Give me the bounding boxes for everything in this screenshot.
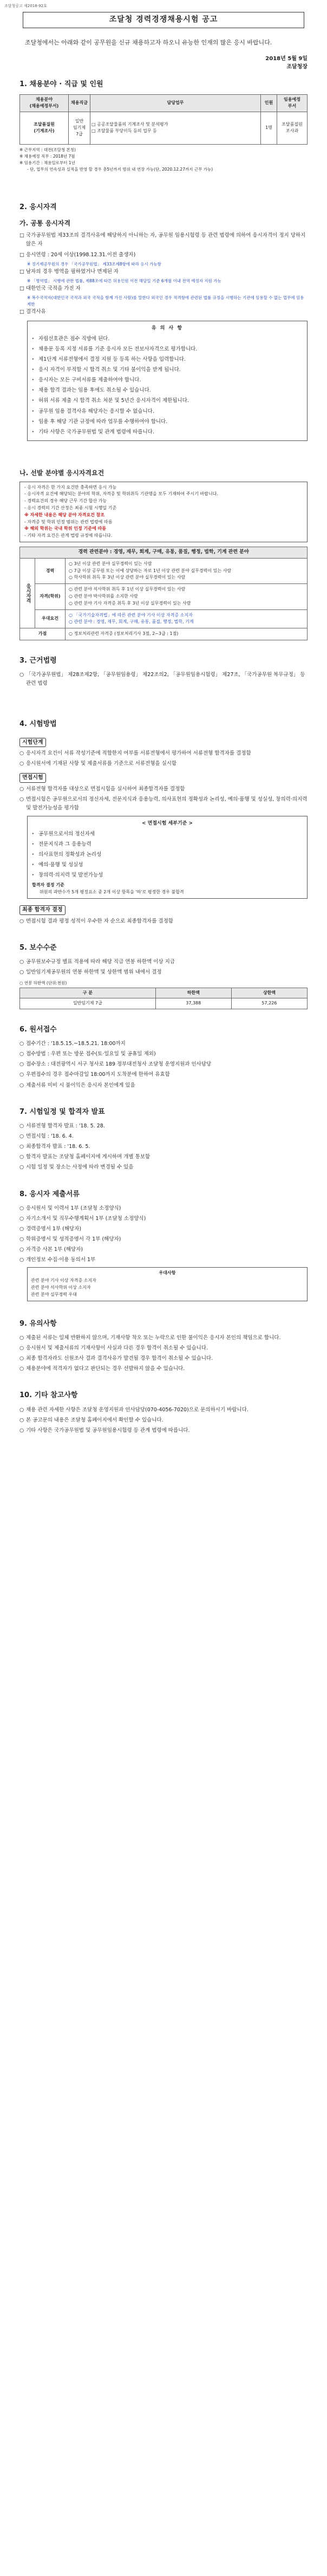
section-3-title: 3. 근거법령: [19, 657, 57, 665]
col-header: 인원: [261, 94, 277, 112]
s1-note: ※ 채용예정 직무 : 2018년 7월: [19, 153, 75, 159]
caution-item: · 채용 합격 결과는 임용 후에도 취소될 수 있습니다.: [32, 386, 303, 395]
qual-row: [35, 584, 307, 609]
col-header: 담당업무: [90, 94, 261, 112]
method-item: ○ 면접시험 결과 평정 성적이 우수한 자 순으로 최종합격자를 결정함: [19, 917, 308, 926]
schedule-item: ○ 합격자 발표는 조달청 홈페이지에 게시하며 개별 통보함: [19, 1153, 308, 1162]
qual-footer-key: 가점: [20, 628, 66, 640]
req-note: - 경력요건의 경우 해당 근무 기간 합산 가능: [24, 498, 107, 504]
section-2b-title: 나. 선발 분야별 응시자격요건: [19, 469, 104, 477]
caution-item: · 임용 후 해당 기관 규정에 따라 업무를 수행하여야 합니다.: [32, 418, 303, 426]
qual-item: □ 남자의 경우 병역을 필하였거나 면제된 자: [19, 268, 308, 276]
qual-label: 응시자격: [20, 559, 35, 628]
eval-note: 위원의 과반수가 5개 평정요소 중 2개 이상 항목을 '하'로 평정한 경우 불합격: [40, 890, 184, 895]
doc-item: ○ 개인정보 수집·이용 동의서 1부: [19, 1256, 308, 1264]
req-note: - 응시 자격은 한 가지 요건만 충족하면 응시 가능: [24, 484, 117, 490]
recruit-table: [19, 94, 308, 145]
preference-box: [27, 1267, 308, 1301]
etc-item: ○ 기타 사항은 국가공무원법 및 공무원임용시험령 등 관계 법령에 따릅니다.: [19, 1426, 308, 1435]
caution-item: · 기타 사항은 국가공무원법 및 관계 법령에 따릅니다.: [32, 428, 303, 437]
doc-item: ○ 응시원서 및 이력서 1부 (조달청 소정양식): [19, 1204, 308, 1213]
method-item: ○ 면접시험은 공무원으로서의 정신자세, 전문지식과 응용능력, 의사표현의 정확성과 논리성, 예의·품행 및 성실성, 창의력·의지력 및 발전가능성을 평가함: [19, 795, 308, 813]
pay-table-label: ○ 연봉 하한액 (단위:천원): [19, 981, 67, 986]
qual-footer-value: ○ 정보처리관련 자격증 (정보처리기사 3점, 2~3급 : 1점): [69, 631, 179, 637]
cell-duty: □ 공공조달물품의 기계조사 및 분석평가 □ 조달물품 부당이득 등의 업무 등: [90, 112, 261, 144]
subsection-label: 시험단계: [19, 738, 46, 748]
col-header: 구 분: [20, 988, 156, 998]
qual-note: ※ 정기제공무원의 경우 「국가공무원법」 제33조제8항에 따라 응시 가능함: [27, 261, 161, 267]
eval-title: < 면접시험 세부기준 >: [141, 821, 193, 827]
req-note: - 기타 자격 요건은 관계 법령 규정에 따릅니다.: [24, 533, 113, 538]
caution-item: · 응시 자격이 부적합 시 합격 취소 및 기타 불이익을 받게 됩니다.: [32, 366, 303, 374]
eval-item: · 창의력·의지력 및 발전가능성: [32, 871, 303, 880]
section-2-title: 2. 응시자격: [19, 203, 57, 211]
caution-item: ○ 채용분야에 적격자가 없다고 판단되는 경우 선발하지 않을 수 있습니다.: [19, 1365, 308, 1373]
intro-text: 조달청에서는 아래와 같이 공무원을 신규 채용하고자 하오니 유능한 인재의 많은 응시 바랍니다.: [25, 39, 272, 46]
col-header: 상한액: [231, 988, 307, 998]
doc-item: ○ 자기소개서 및 직무수행계획서 1부 (조달청 소정양식): [19, 1215, 308, 1223]
qual-note: ※ 복수국적자(대한민국 국적과 외국 국적을 함께 가진 사람)를 말한다 외국인 경우 적격함에 관련된 법률 규정을 시행하는 기관에 임용할 수 없는 업무에 임용 제한: [27, 295, 304, 307]
etc-item: ○ 본 공고문의 내용은 조달청 홈페이지에서 확인할 수 있습니다.: [19, 1416, 308, 1425]
apply-item: ○ 접수방법 : 우편 또는 방문 접수(토·일요일 및 공휴일 제외): [19, 1050, 308, 1059]
qual-table: [19, 559, 308, 628]
caution-item: · 자립선호관은 점수 직방에 된다.: [32, 335, 303, 343]
schedule-item: ○ 면접시험 : '18. 6. 4.: [19, 1132, 308, 1141]
qual-row: [35, 610, 307, 628]
subsection-label: 면접시험: [19, 773, 46, 783]
qual-item: □ 대한민국 국적을 가진 자: [19, 284, 308, 293]
section-4-title: 4. 시험방법: [19, 720, 57, 729]
section-5-title: 5. 보수수준: [19, 943, 57, 952]
req-note: - 응시 경력의 기간 산정은 최종 시험 시행일 기준: [24, 505, 117, 510]
eval-item: · 예의·품행 및 성실성: [32, 861, 303, 870]
qual-row: [35, 559, 307, 584]
req-note: ※ 자세한 내용은 해당 분야 자격요건 참조: [24, 512, 105, 517]
caution-box: [27, 321, 308, 441]
method-item: ○ 응시자격 요건이 서류 작성기준에 적합한지 여부를 서류전형에서 평가하여 서류전형 합격자를 결정함: [19, 749, 308, 758]
notice-org: 조달청장: [286, 64, 308, 70]
caution-item: ○ 최종 합격자라도 신원조사 결과 결격사유가 발견될 경우 합격이 취소될 수 있습니다.: [19, 1354, 308, 1363]
caution-item: · 허위 서류 제출 시 합격 취소 처분 및 5년간 응시자격이 제한됩니다.: [32, 397, 303, 405]
caution-item: ○ 제출된 서류는 일체 반환하지 않으며, 기재사항 착오 또는 누락으로 인한 불이익은 응시자 본인의 책임으로 합니다.: [19, 1334, 308, 1342]
qual-footer: [19, 628, 308, 640]
doc-item: ○ 자격증 사본 1부 (해당자): [19, 1245, 308, 1254]
pay-table: [19, 988, 308, 1009]
preference-item: 관련 분야 석사학위 이상 소지자: [31, 1285, 91, 1290]
notice-title: 조달청 경력경쟁채용시험 공고: [23, 12, 304, 28]
method-item: ○ 응시원서에 기재된 사항 및 제출서류를 기준으로 서류전형을 실시함: [19, 760, 308, 768]
caution-title: 유 의 사 항: [151, 326, 184, 332]
section-2a-title: 가. 공통 응시자격: [19, 219, 71, 227]
doc-number: 조달청공고 제2018-92호: [4, 4, 47, 8]
qual-value: ○ 3년 이상 관련 분야 실무경력이 있는 사람 ○ 7급 이상 공무원 또는 이에 상당하는 자로 1년 이상 관련 분야 실무경력이 있는 사람 ○ 학사학위 취득 후 3년 이상 관련 분야 실무경력이 있는 사람: [69, 561, 232, 580]
etc-item: ○ 채용 관련 자세한 사항은 조달청 운영지원과 인사담당(070-4056-7020)으로 문의하시기 바랍니다.: [19, 1406, 308, 1414]
cell-field: 조달품질원 (기계조사): [20, 112, 69, 144]
req-note: - 자격증 및 학위 인정 범위는 관련 법령에 따름: [24, 519, 113, 524]
s1-note: - 단, 업무의 연속성과 실적을 반영 할 경우 총5년까지 범위 내 연장 가능(단, 2020.12.27까지 근무 가능): [27, 166, 213, 172]
eval-box: [27, 816, 308, 899]
cell-dept: 조달품질원 조사과: [277, 112, 308, 144]
apply-item: ○ 접수기간 : '18.5.15.~18.5.21. 18:00까지: [19, 1040, 308, 1048]
qual-header: 경력 관련분야 : 경영, 재무, 회계, 구매, 유통, 품질, 행정, 법학, 기계 관련 분야: [19, 547, 308, 559]
eval-item: · 전문지식과 그 응용능력: [32, 840, 303, 849]
section-7-title: 7. 시험일정 및 합격자 발표: [19, 1107, 105, 1116]
qual-key: 우대요건: [35, 610, 66, 628]
qual-key: 경력: [35, 559, 66, 583]
schedule-item: ○ 최종합격자 발표 : '18. 6. 5.: [19, 1143, 308, 1151]
pay-cell: 57,226: [231, 998, 307, 1009]
doc-item: ○ 경력증명서 1부 (해당자): [19, 1225, 308, 1234]
col-header: 임용예정 부서: [277, 94, 308, 112]
subsection-label: 최종 합격자 결정: [19, 905, 66, 915]
s1-note: ※ 근무지역 : 대전(조달청 본청): [19, 147, 76, 152]
col-header: 하한액: [155, 988, 231, 998]
caution-item: · 채용문 등록 지정 서류를 기준 응시자 모든 전보사자격으로 평가합니다.: [32, 345, 303, 354]
law-item: ○ 「국가공무원법」 제28조제2항, 「공무원임용령」 제22조의2, 「공무원임용시험령」 제27조, 「국가공무원 복무규정」 등 관련 법령: [19, 671, 308, 688]
apply-item: ○ 제출서류 미비 시 불이익은 응시자 본인에게 있음: [19, 1081, 308, 1090]
schedule-item: ○ 서류전형 합격자 발표 : '18. 5. 28.: [19, 1122, 308, 1131]
pay-cell: 일반임기제 7급: [20, 998, 156, 1009]
qual-item: □ 국가공무원법 제33조의 결격사유에 해당하지 아니하는 자, 공무원 임용시험령 등 관련 법령에 의하여 응시자격이 정지 당하지 않은 자: [19, 231, 308, 249]
eval-sub: 합격자 결정 기준: [32, 883, 64, 888]
eval-item: · 공무원으로서의 정신자세: [32, 830, 303, 839]
section-9-title: 9. 유의사항: [19, 1319, 57, 1328]
notice-date: 2018년 5월 9일: [265, 55, 308, 62]
pay-item: ○ 일반임기제공무원의 연봉 하한액 및 상한액 범위 내에서 결정: [19, 968, 308, 977]
qual-value: ○ 관련 분야 석사학위 취득 후 1년 이상 실무경력이 있는 사람 ○ 관련 분야 박사학위를 소지한 사람 ○ 관련 분야 기사 자격증 취득 후 3년 이상 실무경력이 있는 사람: [69, 587, 191, 606]
preference-title: 우대사항: [159, 1270, 176, 1275]
pay-item: ○ 공무원보수규정 별표 적용에 따라 해당 직급 연봉 하한액 이상 지급: [19, 958, 308, 966]
caution-item: · 제1단계 서류전형에서 결정 지원 등 등록 하는 사항을 입력합니다.: [32, 355, 303, 364]
eval-item: · 의사표현의 정확성과 논리성: [32, 851, 303, 859]
apply-item: ○ 우편접수의 경우 접수마감일 18:00까지 도착분에 한하여 유효함: [19, 1070, 308, 1079]
qual-value: ○ 「국가기술자격법」에 따른 관련 분야 기사 이상 자격증 소지자 ○ 관련 분야 : 경영, 재무, 회계, 구매, 유통, 품질, 행정, 법학, 기계: [69, 612, 194, 625]
preference-item: 관련 분야 실무경력 우대: [31, 1292, 77, 1297]
pay-cell: 37,388: [155, 998, 231, 1009]
req-note: - 응시자격 요건에 해당되는 분야의 학위, 자격증 및 학위취득 기관명을 모두 기재하여 주시기 바랍니다.: [24, 491, 218, 497]
section-6-title: 6. 원서접수: [19, 1025, 57, 1034]
cell-count: 1명: [261, 112, 277, 144]
req-note: ※ 해외 학위는 국내 학위 인정 기준에 따름: [24, 526, 106, 531]
preference-item: 관련 분야 기사 이상 자격증 소지자: [31, 1278, 96, 1283]
col-header: 채용분야 (채용예정부서): [20, 94, 69, 112]
caution-item: ○ 응시원서 및 제출서류의 기재사항이 사실과 다른 경우 합격이 취소될 수 있습니다.: [19, 1344, 308, 1353]
section-8-title: 8. 응시자 제출서류: [19, 1190, 80, 1198]
section-10-title: 10. 기타 참고사항: [19, 1391, 78, 1400]
qual-item: □ 응시연령 : 20세 이상(1998.12.31.이전 출생자): [19, 251, 308, 259]
caution-item: · 응시자는 모든 구비서류를 제출하여야 합니다.: [32, 376, 303, 385]
apply-item: ○ 접수장소 : 대전광역시 서구 청사로 189 정부대전청사 조달청 운영지원과 인사담당: [19, 1060, 308, 1069]
method-item: ○ 서류전형 합격자를 대상으로 면접시험을 실시하여 최종합격자를 결정함: [19, 785, 308, 794]
s1-note: ※ 임용기간 : 채용일로부터 1년: [19, 160, 75, 165]
schedule-item: ○ 시험 일정 및 장소는 사정에 따라 변경될 수 있음: [19, 1163, 308, 1172]
section-1-title: 1. 채용분야 · 직급 및 인원: [19, 80, 103, 88]
cell-grade: 일반 임기제 7급: [69, 112, 90, 144]
qual-note: ※ 「병역법」 시행에 관한 법률, 제88조에 따른 허용인원 이전 해당일 기준 6개월 이내 전역 예정자 지원 가능: [27, 278, 221, 283]
qual-key: 자격(학위): [35, 584, 66, 609]
col-header: 채용직급: [69, 94, 90, 112]
caution-item: · 공무원 임용 결격사유 해당자는 응시할 수 없습니다.: [32, 407, 303, 416]
req-notes-box: [19, 482, 308, 542]
qual-item: □ 결격사유: [19, 308, 308, 316]
doc-item: ○ 학위증명서 및 성적증명서 각 1부 (해당자): [19, 1235, 308, 1244]
